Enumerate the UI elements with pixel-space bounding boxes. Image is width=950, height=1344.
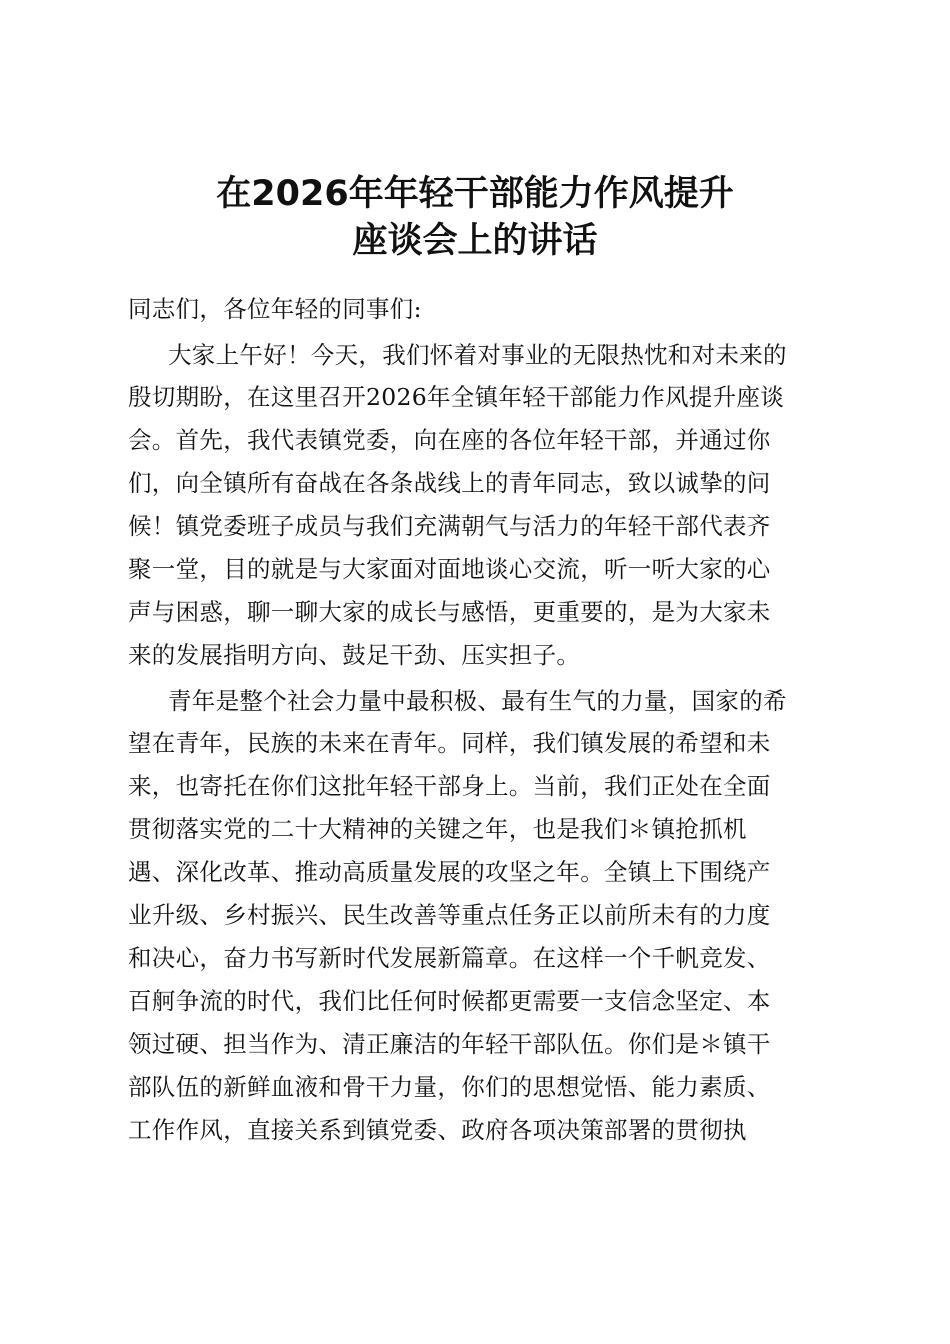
paragraph-2-line: 青年是整个社会力量中最积极、最有生气的力量，国家的希 <box>168 687 787 715</box>
paragraph-2-line: 百舸争流的时代，我们比任何时候都更需要一支信念坚定、本 <box>128 987 771 1015</box>
paragraph-2-line: 来，也寄托在你们这批年轻干部身上。当前，我们正处在全面 <box>128 772 771 800</box>
paragraph-2-line: 贯彻落实党的二十大精神的关键之年，也是我们＊镇抢抓机 <box>128 815 747 843</box>
paragraph-2-line: 和决心，奋力书写新时代发展新篇章。在这样一个千帆竞发、 <box>128 944 771 972</box>
paragraph-1-line: 候！镇党委班子成员与我们充满朝气与活力的年轻干部代表齐 <box>128 512 771 540</box>
paragraph-2-line: 部队伍的新鲜血液和骨干力量，你们的思想觉悟、能力素质、 <box>128 1073 771 1101</box>
paragraph-1-line: 们，向全镇所有奋战在各条战线上的青年同志，致以诚挚的问 <box>128 469 771 497</box>
paragraph-1-line: 大家上午好！今天，我们怀着对事业的无限热忱和对未来的 <box>168 341 787 369</box>
paragraph-1-line: 来的发展指明方向、鼓足干劲、压实担子。 <box>128 641 581 669</box>
paragraph-1-line: 殷切期盼，在这里召开2026年全镇年轻干部能力作风提升座谈 <box>128 383 785 411</box>
paragraph-2-line: 工作作风，直接关系到镇党委、政府各项决策部署的贯彻执 <box>128 1116 747 1144</box>
paragraph-1-line: 聚一堂，目的就是与大家面对面地谈心交流，听一听大家的心 <box>128 555 771 583</box>
paragraph-2-line: 业升级、乡村振兴、民生改善等重点任务正以前所未有的力度 <box>128 901 771 929</box>
paragraph-1-line: 会。首先，我代表镇党委，向在座的各位年轻干部，并通过你 <box>128 426 771 454</box>
paragraph-2-line: 领过硬、担当作为、清正廉洁的年轻干部队伍。你们是＊镇干 <box>128 1030 771 1058</box>
document-title-line-1: 在2026年年轻干部能力作风提升 <box>216 174 734 214</box>
salutation: 同志们，各位年轻的同事们: <box>128 295 422 323</box>
paragraph-2-line: 望在青年，民族的未来在青年。同样，我们镇发展的希望和未 <box>128 729 771 757</box>
paragraph-2-line: 遇、深化改革、推动高质量发展的攻坚之年。全镇上下围绕产 <box>128 858 771 886</box>
paragraph-1-line: 声与困惑，聊一聊大家的成长与感悟，更重要的，是为大家未 <box>128 598 771 626</box>
document-title-line-2: 座谈会上的讲话 <box>352 221 598 261</box>
